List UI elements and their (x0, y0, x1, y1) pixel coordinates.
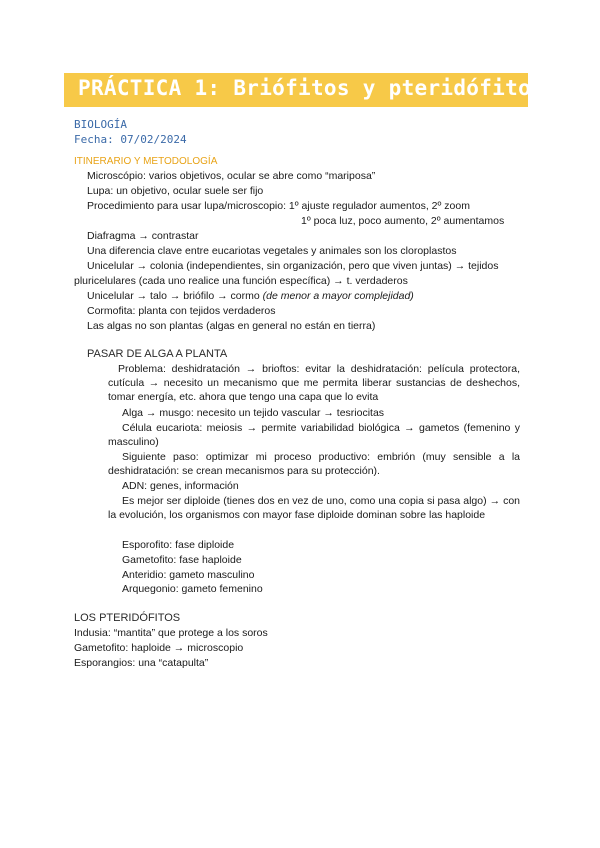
section-heading-itinerario: ITINERARIO Y METODOLOGÍA (74, 156, 218, 167)
text-line: Esporangios: una “catapulta” (74, 657, 209, 669)
paragraph-diploide: Es mejor ser diploide (tienes dos en vez de uno, como una copia si pasa algo) → con la evolución, los organismos con mayor fase diploide dominan sobre las haploide (108, 495, 520, 521)
text-line: Las algas no son plantas (algas en general no están en tierra) (87, 320, 376, 332)
text-line: Esporofito: fase diploide (122, 539, 235, 551)
text-line: Gametofito: fase haploide (122, 554, 242, 566)
text-line: Arquegonio: gameto femenino (122, 583, 263, 595)
section-heading-pteridofitos: LOS PTERIDÓFITOS (74, 612, 181, 624)
text-line: 1º poca luz, poco aumento, 2º aumentamos (301, 215, 505, 227)
text-line: Indusia: “mantita” que protege a los soros (74, 627, 268, 639)
date-label: Fecha: 07/02/2024 (74, 133, 187, 146)
paragraph-siguiente: Siguiente paso: optimizar mi proceso productivo: embrión (muy sensible a la deshidratación: se crean mecanismos para su protección). (108, 451, 520, 477)
text-line: Anteridio: gameto masculino (122, 569, 255, 581)
text-line: Alga → musgo: necesito un tejido vascular → tesriocitas (122, 407, 385, 419)
page-title: PRÁCTICA 1: Briófitos y pteridófitos (78, 76, 544, 100)
text-line: pluricelulares (cada uno realice una función específica) → t. verdaderos (74, 275, 408, 287)
paragraph-problema: Problema: deshidratación → brioftos: evitar la deshidratación: película protectora, cutícula → necesito un mecanismo que me permita liberar sustancias de deshechos, tomar energía, etc. ahora que tengo una capa que lo evita (108, 363, 520, 403)
text-fragment: Unicelular → talo → briófilo → cormo (87, 290, 260, 302)
text-line: ADN: genes, información (122, 480, 239, 492)
title-banner (64, 73, 544, 107)
section-heading-alga: PASAR DE ALGA A PLANTA (87, 348, 228, 360)
text-line: Cormofita: planta con tejidos verdaderos (87, 305, 276, 317)
text-line: Diafragma → contrastar (87, 230, 199, 242)
paragraph-celula: Célula eucariota: meiosis → permite variabilidad biológica → gametos (femenino y masculino) (108, 422, 520, 448)
text-line: Una diferencia clave entre eucariotas vegetales y animales son los cloroplastos (87, 245, 457, 257)
text-line: Gametofito: haploide → microscopio (74, 642, 244, 654)
text-line (87, 289, 414, 303)
text-line: Unicelular → colonia (independientes, sin organización, pero que viven juntas) → tejidos (87, 260, 499, 272)
text-line: Procedimiento para usar lupa/microscopio: 1º ajuste regulador aumentos, 2º zoom (87, 200, 470, 212)
text-line: Microscópio: varios objetivos, ocular se abre como “mariposa” (87, 170, 376, 182)
italic-note: (de menor a mayor complejidad) (262, 290, 414, 302)
text-line: Lupa: un objetivo, ocular suele ser fijo (87, 185, 264, 197)
subject-label: BIOLOGÍA (74, 118, 127, 131)
